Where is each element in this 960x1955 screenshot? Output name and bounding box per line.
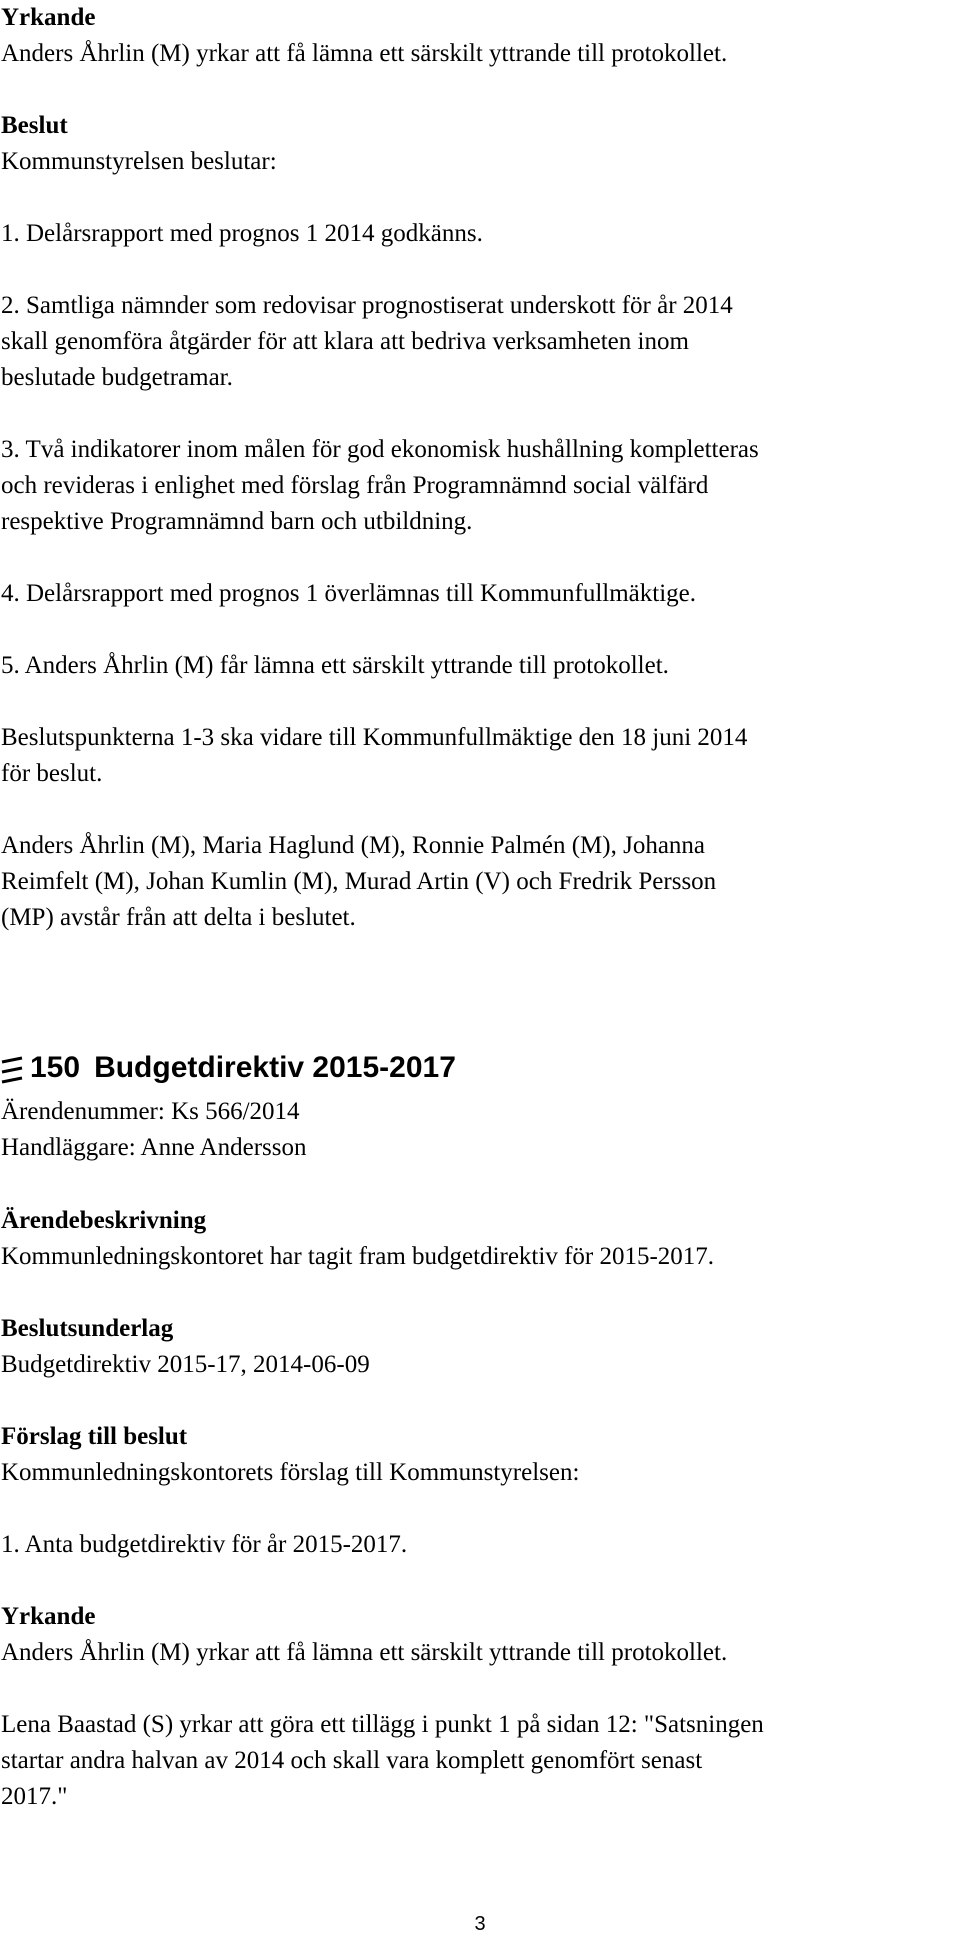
beslut-point-3-line: och revideras i enlighet med förslag från Programnämnd social välfärd	[1, 472, 709, 499]
section-title-text	[30, 1048, 456, 1088]
beslut-point-2-line: 2. Samtliga nämnder som redovisar prognostiserat underskott för år 2014	[1, 292, 733, 319]
section-sign-icon	[0, 1048, 24, 1088]
abstain-line: Anders Åhrlin (M), Maria Haglund (M), Ronnie Palmén (M), Johanna	[1, 832, 706, 859]
arendenummer: Ärendenummer: Ks 566/2014	[1, 1098, 300, 1125]
beslut-note-line: för beslut.	[1, 760, 103, 787]
beslut-point-3-line: respektive Programnämnd barn och utbildning.	[1, 508, 473, 535]
beslut-heading: Beslut	[1, 112, 68, 139]
beskrivning-heading: Ärendebeskrivning	[1, 1207, 207, 1234]
section-yrkande-heading: Yrkande	[1, 1603, 96, 1630]
beslut-point-5: 5. Anders Åhrlin (M) får lämna ett särskilt yttrande till protokollet.	[1, 652, 669, 679]
baastad-line: 2017."	[1, 1783, 68, 1810]
beslut-note-line: Beslutspunkterna 1-3 ska vidare till Kommunfullmäktige den 18 juni 2014	[1, 724, 748, 751]
underlag-text: Budgetdirektiv 2015-17, 2014-06-09	[1, 1351, 370, 1378]
section-number: 150	[30, 1051, 81, 1084]
beslut-point-2-line: beslutade budgetramar.	[1, 364, 233, 391]
beslut-point-4: 4. Delårsrapport med prognos 1 överlämnas till Kommunfullmäktige.	[1, 580, 696, 607]
forslag-point-1: 1. Anta budgetdirektiv för år 2015-2017.	[1, 1531, 408, 1558]
section-heading	[0, 1048, 456, 1088]
forslag-heading: Förslag till beslut	[1, 1423, 188, 1450]
beslut-intro: Kommunstyrelsen beslutar:	[1, 148, 277, 175]
forslag-intro: Kommunledningskontorets förslag till Kommunstyrelsen:	[1, 1459, 580, 1486]
section-title: Budgetdirektiv 2015-2017	[94, 1051, 456, 1084]
baastad-line: startar andra halvan av 2014 och skall vara komplett genomfört senast	[1, 1747, 703, 1774]
yrkande-text: Anders Åhrlin (M) yrkar att få lämna ett särskilt yttrande till protokollet.	[1, 40, 728, 67]
handlaggare: Handläggare: Anne Andersson	[1, 1134, 307, 1161]
abstain-line: (MP) avstår från att delta i beslutet.	[1, 904, 356, 931]
beskrivning-text: Kommunledningskontoret har tagit fram budgetdirektiv för 2015-2017.	[1, 1243, 715, 1270]
page-number: 3	[474, 1913, 486, 1935]
yrkande-heading: Yrkande	[1, 4, 96, 31]
baastad-line: Lena Baastad (S) yrkar att göra ett tillägg i punkt 1 på sidan 12: "Satsningen	[1, 1711, 764, 1738]
beslut-point-3-line: 3. Två indikatorer inom målen för god ekonomisk hushållning kompletteras	[1, 436, 759, 463]
section-yrkande-text: Anders Åhrlin (M) yrkar att få lämna ett särskilt yttrande till protokollet.	[1, 1639, 728, 1666]
beslut-point-1: 1. Delårsrapport med prognos 1 2014 godkänns.	[1, 220, 483, 247]
underlag-heading: Beslutsunderlag	[1, 1315, 174, 1342]
beslut-point-2-line: skall genomföra åtgärder för att klara att bedriva verksamheten inom	[1, 328, 689, 355]
abstain-line: Reimfelt (M), Johan Kumlin (M), Murad Artin (V) och Fredrik Persson	[1, 868, 717, 895]
